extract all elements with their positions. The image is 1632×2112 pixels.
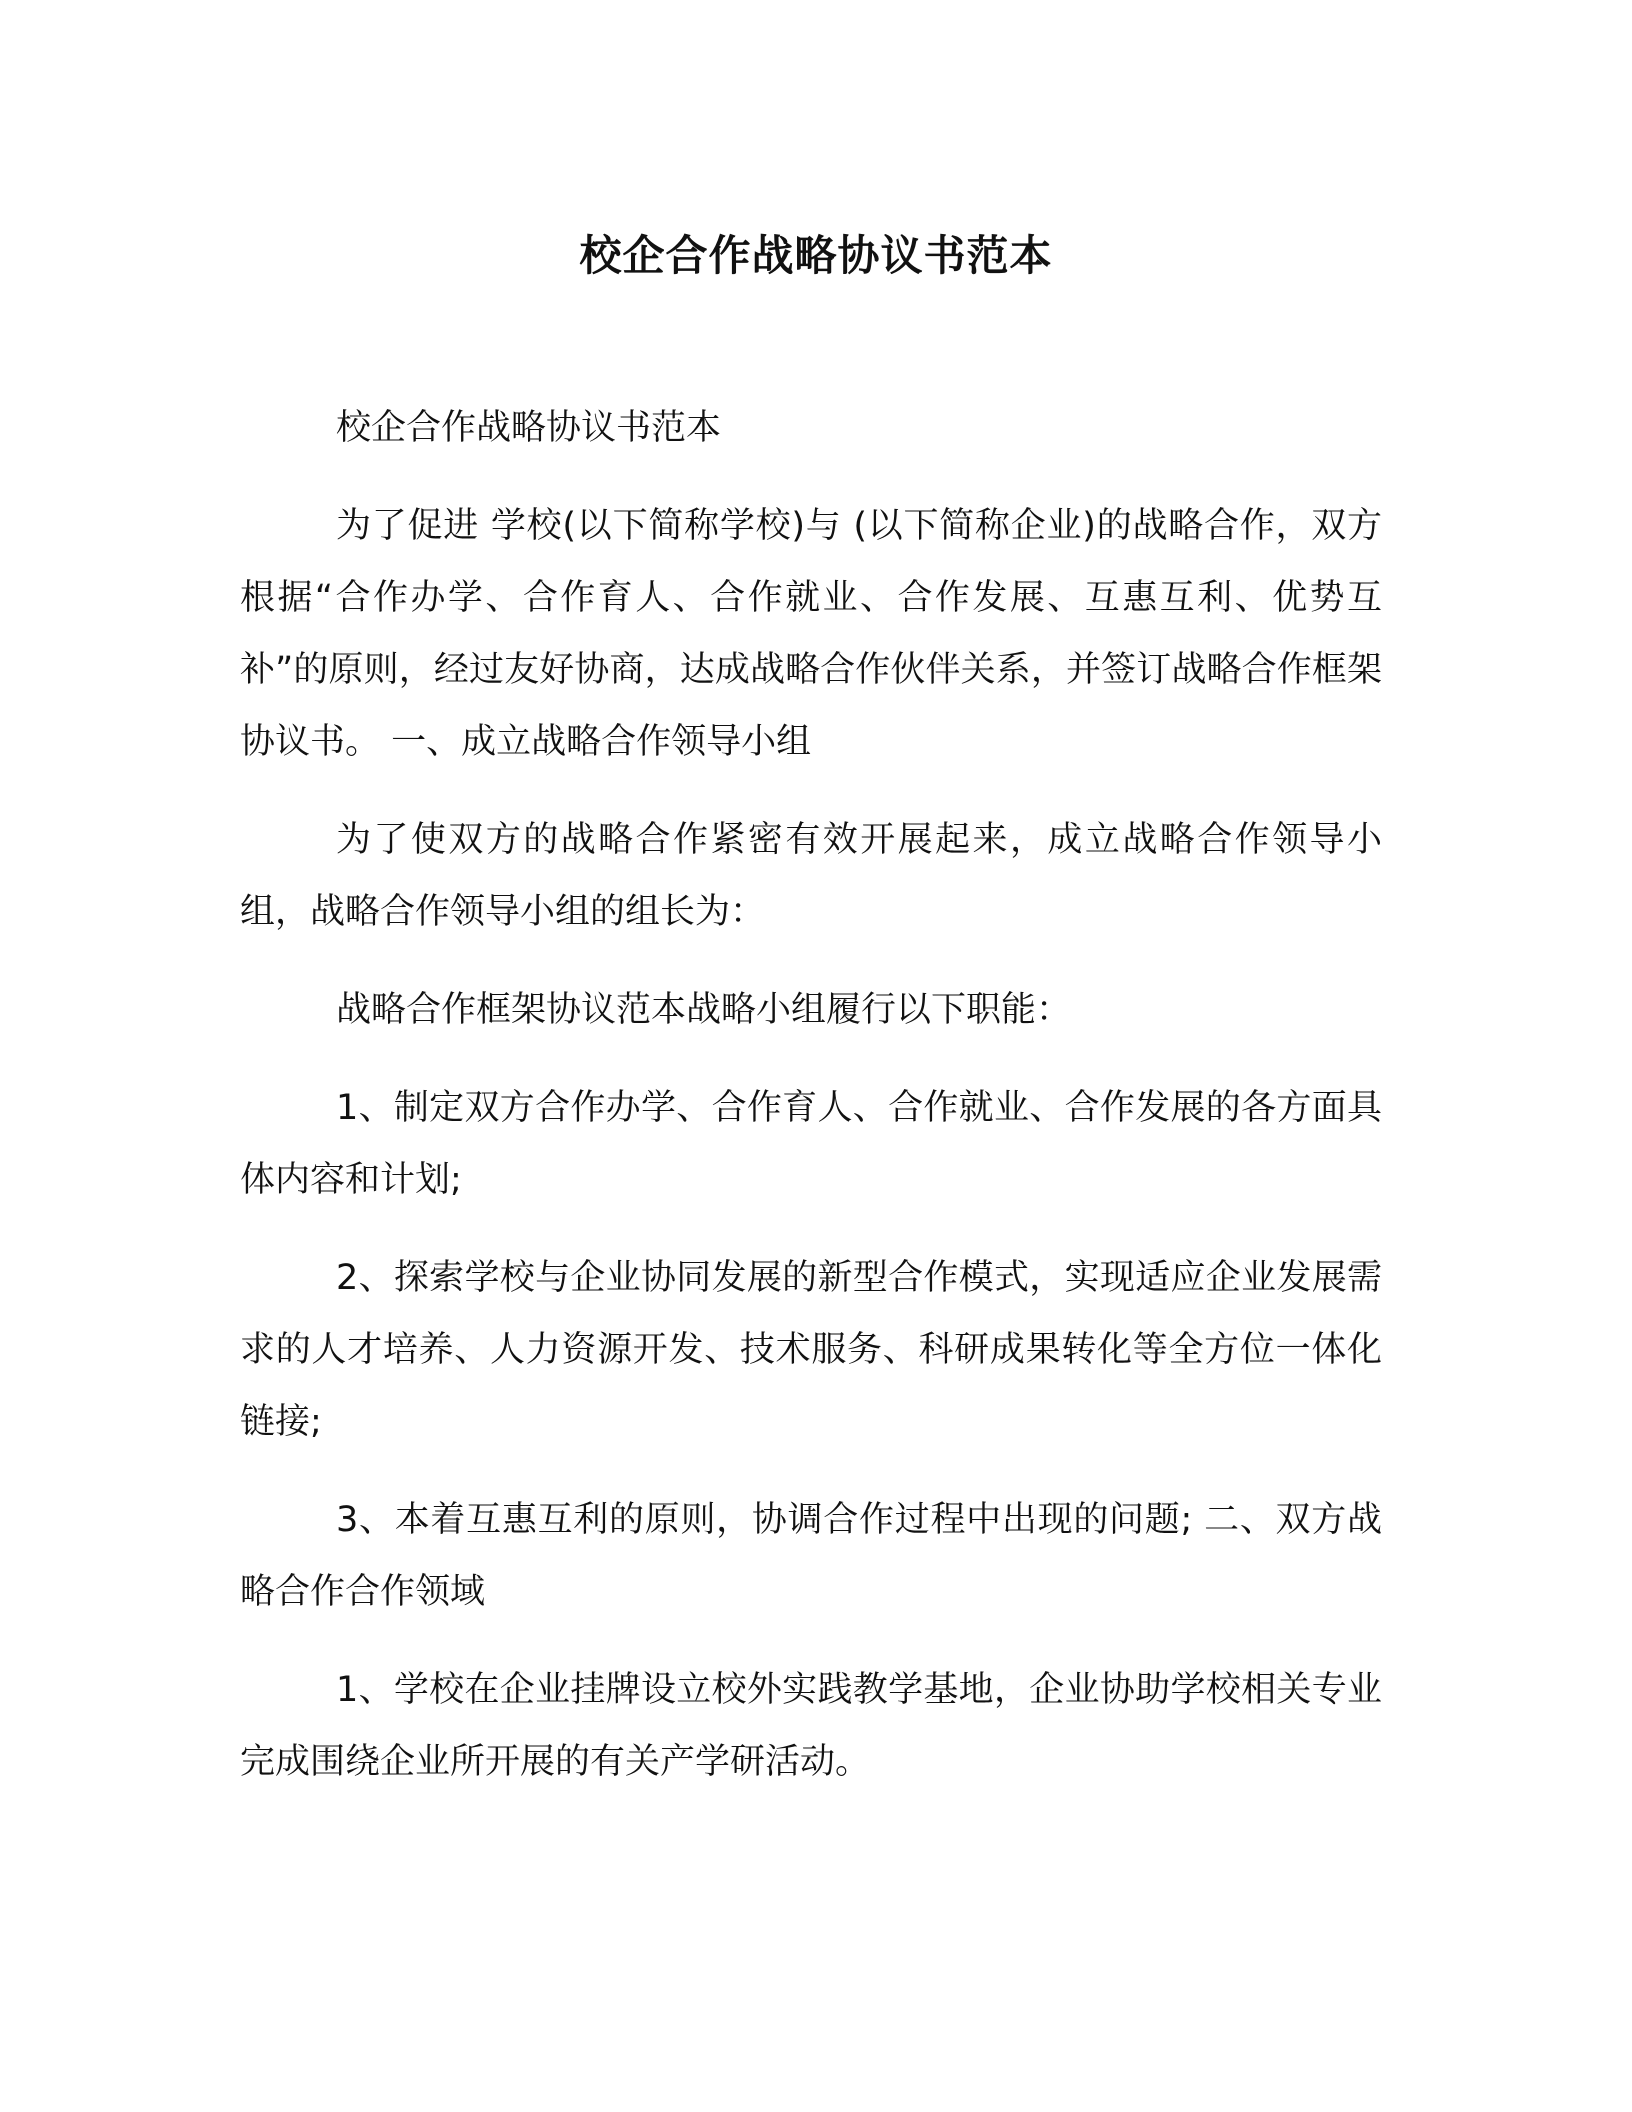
paragraph-field-1: 1、学校在企业挂牌设立校外实践教学基地，企业协助学校相关专业完成围绕企业所开展的有关产学研活动。 xyxy=(240,1670,1382,1782)
paragraph-subtitle: 校企合作战略协议书范本 xyxy=(336,408,722,448)
paragraph-duty-2: 2、探索学校与企业协同发展的新型合作模式，实现适应企业发展需求的人才培养、人力资源开发、技术服务、科研成果转化等全方位一体化链接; xyxy=(240,1258,1382,1442)
paragraph-duty-3: 3、本着互惠互利的原则，协调合作过程中出现的问题; 二、双方战略合作合作领域 xyxy=(240,1500,1382,1612)
document-title: 校企合作战略协议书范本 xyxy=(579,231,1053,280)
paragraph-group-duties: 战略合作框架协议范本战略小组履行以下职能： xyxy=(336,990,1072,1030)
paragraph-leadership-group: 为了使双方的战略合作紧密有效开展起来，成立战略合作领导小组，战略合作领导小组的组长为： xyxy=(240,820,1382,932)
paragraph-duty-1: 1、制定双方合作办学、合作育人、合作就业、合作发展的各方面具体内容和计划; xyxy=(240,1088,1382,1200)
document-body xyxy=(240,392,1382,1824)
paragraph-intro: 为了促进 学校(以下简称学校)与 (以下简称企业)的战略合作，双方根据“合作办学、合作育人、合作就业、合作发展、互惠互利、优势互补”的原则，经过友好协商，达成战略合作伙伴关系，并签订战略合作框架协议书。 一、成立战略合作领导小组 xyxy=(240,506,1382,762)
